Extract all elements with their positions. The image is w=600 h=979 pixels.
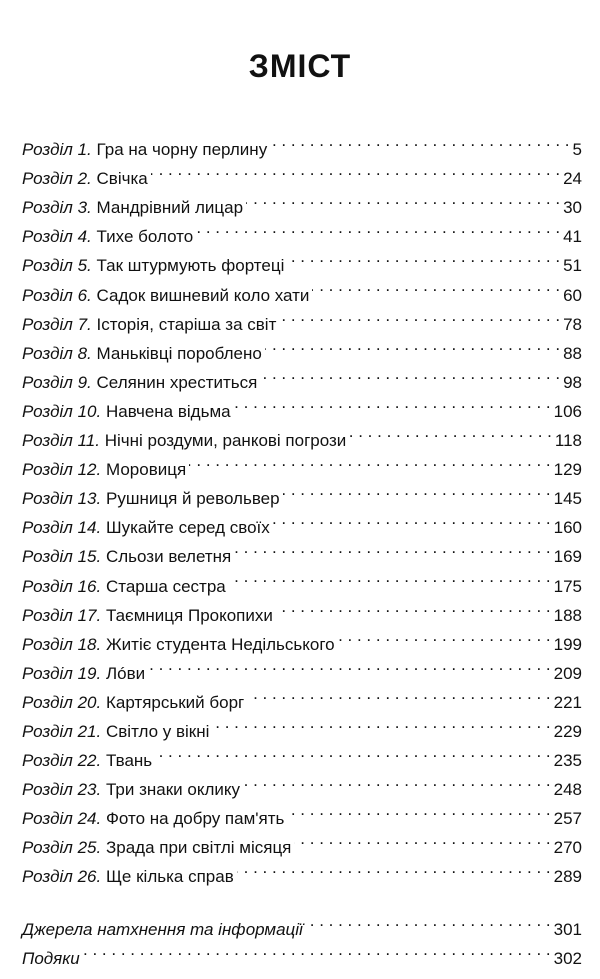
chapter-prefix: Розділ 3. bbox=[22, 198, 92, 218]
page-number: 129 bbox=[553, 460, 582, 480]
dot-leader bbox=[338, 621, 551, 650]
chapter-title: Маньківці пороблено bbox=[96, 343, 262, 363]
page-number: 106 bbox=[553, 401, 582, 421]
entry-label bbox=[22, 339, 262, 368]
dot-leader bbox=[287, 795, 550, 824]
chapter-prefix: Розділ 16. bbox=[22, 576, 102, 596]
dot-leader bbox=[234, 533, 550, 562]
chapter-prefix: Розділ 20. bbox=[22, 692, 102, 712]
chapter-title: Історія, старіша за світ bbox=[96, 314, 277, 334]
dot-leader bbox=[287, 242, 560, 271]
chapter-title: Шукайте серед своїх bbox=[105, 518, 270, 538]
dot-leader bbox=[148, 650, 551, 679]
page-number: 229 bbox=[553, 721, 582, 741]
chapter-prefix: Розділ 4. bbox=[22, 227, 92, 247]
dot-leader bbox=[306, 906, 551, 935]
chapter-prefix: Розділ 14. bbox=[22, 518, 102, 538]
page-number: 41 bbox=[563, 227, 582, 247]
chapter-prefix: Розділ 10. bbox=[22, 401, 102, 421]
entry-label bbox=[22, 310, 276, 339]
chapter-title: Рушниця й револьвер bbox=[105, 489, 280, 509]
chapter-prefix: Розділ 26. bbox=[22, 867, 102, 887]
chapter-title: Три знаки оклику bbox=[105, 780, 241, 800]
chapter-title: Сльози велетня bbox=[105, 547, 232, 567]
dot-leader bbox=[349, 417, 552, 446]
chapter-prefix: Розділ 17. bbox=[22, 605, 102, 625]
dot-leader bbox=[283, 475, 551, 504]
dot-leader bbox=[279, 301, 560, 330]
dot-leader bbox=[247, 679, 550, 708]
chapter-title: Ще кілька справ bbox=[105, 867, 234, 887]
chapter-title: Зрада при світлі місяця bbox=[105, 838, 292, 858]
dot-leader bbox=[273, 504, 551, 533]
page-number: 188 bbox=[553, 605, 582, 625]
page-number: 5 bbox=[572, 140, 582, 160]
dot-leader bbox=[294, 824, 550, 853]
dot-leader bbox=[155, 737, 550, 766]
chapter-prefix: Розділ 25. bbox=[22, 838, 102, 858]
chapter-prefix: Розділ 19. bbox=[22, 663, 102, 683]
page-title: ЗМІСТ bbox=[248, 48, 352, 84]
entry-label bbox=[22, 513, 270, 542]
page-number: 301 bbox=[553, 920, 582, 940]
entry-label bbox=[22, 746, 152, 775]
dot-leader bbox=[151, 155, 560, 184]
dot-leader bbox=[212, 708, 550, 737]
chapter-title: Старша сестра bbox=[105, 576, 226, 596]
dot-leader bbox=[265, 330, 560, 359]
chapter-prefix: Розділ 6. bbox=[22, 285, 92, 305]
chapter-prefix: Розділ 5. bbox=[22, 256, 92, 276]
chapter-prefix: Розділ 21. bbox=[22, 721, 102, 741]
dot-leader bbox=[229, 562, 551, 591]
dot-leader bbox=[312, 271, 560, 300]
dot-leader bbox=[83, 935, 551, 964]
entry-label: Джерела натхнення та інформації bbox=[22, 920, 303, 940]
chapter-title: Мандрівний лицар bbox=[96, 198, 244, 218]
toc-entry-acknowledgements[interactable] bbox=[22, 935, 582, 969]
page-number: 302 bbox=[553, 949, 582, 969]
page-number: 30 bbox=[563, 198, 582, 218]
entry-label bbox=[22, 601, 273, 630]
page-number: 51 bbox=[563, 256, 582, 276]
chapter-prefix: Розділ 13. bbox=[22, 489, 102, 509]
dot-leader bbox=[196, 213, 560, 242]
page-number: 98 bbox=[563, 372, 582, 392]
dot-leader bbox=[243, 766, 551, 795]
entry-label bbox=[22, 862, 234, 891]
entry-label bbox=[22, 659, 145, 688]
page-number: 235 bbox=[553, 751, 582, 771]
chapter-prefix: Розділ 9. bbox=[22, 372, 92, 392]
chapter-prefix: Розділ 18. bbox=[22, 634, 102, 654]
chapter-title: Нічні роздуми, ранкові погрози bbox=[104, 431, 347, 451]
entry-label bbox=[22, 542, 231, 571]
entry-label bbox=[22, 455, 186, 484]
chapter-prefix: Розділ 22. bbox=[22, 751, 102, 771]
page-number: 248 bbox=[553, 780, 582, 800]
page-number: 257 bbox=[553, 809, 582, 829]
dot-leader bbox=[189, 446, 550, 475]
chapter-title: Селянин хреститься bbox=[96, 372, 258, 392]
chapter-title: Свічка bbox=[96, 169, 148, 189]
chapter-prefix: Розділ 8. bbox=[22, 343, 92, 363]
entry-label bbox=[22, 368, 257, 397]
entry-label bbox=[22, 484, 280, 513]
toc-entry[interactable] bbox=[22, 126, 582, 160]
chapter-prefix: Розділ 11. bbox=[22, 431, 100, 451]
chapter-title: Лóви bbox=[105, 663, 146, 683]
dot-leader bbox=[246, 184, 560, 213]
chapter-prefix: Розділ 24. bbox=[22, 809, 102, 829]
appendix-list bbox=[22, 906, 582, 969]
chapter-title: Тихе болото bbox=[96, 227, 194, 247]
entry-label bbox=[22, 251, 284, 280]
entry-label bbox=[22, 804, 284, 833]
page-number: 175 bbox=[553, 576, 582, 596]
chapter-title: Фото на добру пам'ять bbox=[105, 809, 285, 829]
chapter-title: Садок вишневий коло хати bbox=[96, 285, 310, 305]
chapter-title: Навчена відьма bbox=[105, 401, 231, 421]
page-number: 145 bbox=[553, 489, 582, 509]
chapter-prefix: Розділ 23. bbox=[22, 780, 102, 800]
chapter-title: Картярський борг bbox=[105, 692, 245, 712]
page-number: 24 bbox=[563, 169, 582, 189]
entry-label bbox=[22, 688, 244, 717]
chapter-title: Моровиця bbox=[105, 460, 187, 480]
entry-label: Подяки bbox=[22, 949, 80, 969]
dot-leader bbox=[260, 359, 560, 388]
page-number: 199 bbox=[553, 634, 582, 654]
entry-label bbox=[22, 572, 226, 601]
page-number: 78 bbox=[563, 314, 582, 334]
entry-label bbox=[22, 222, 193, 251]
page-number: 289 bbox=[553, 867, 582, 887]
entry-label bbox=[22, 775, 240, 804]
chapter-prefix: Розділ 1. bbox=[22, 140, 92, 160]
chapter-title: Таємниця Прокопихи bbox=[105, 605, 273, 625]
chapter-prefix: Розділ 7. bbox=[22, 314, 92, 334]
dot-leader bbox=[276, 592, 551, 621]
dot-leader bbox=[270, 126, 569, 155]
page-number: 169 bbox=[553, 547, 582, 567]
chapter-title: Так штурмують фортеці bbox=[96, 256, 285, 276]
page-number: 221 bbox=[553, 692, 582, 712]
page-number: 209 bbox=[553, 663, 582, 683]
page-number: 160 bbox=[553, 518, 582, 538]
chapter-prefix: Розділ 2. bbox=[22, 169, 92, 189]
dot-leader bbox=[234, 388, 551, 417]
chapter-title: Твань bbox=[105, 751, 153, 771]
chapter-title: Житіє студента Недільського bbox=[105, 634, 335, 654]
entry-label bbox=[22, 164, 148, 193]
page-number: 270 bbox=[553, 838, 582, 858]
toc-entry-sources[interactable] bbox=[22, 906, 582, 940]
chapter-prefix: Розділ 15. bbox=[22, 547, 102, 567]
page-number: 118 bbox=[554, 431, 582, 451]
chapter-title: Світло у вікні bbox=[105, 721, 210, 741]
chapter-prefix: Розділ 12. bbox=[22, 460, 102, 480]
page-number: 88 bbox=[563, 343, 582, 363]
entry-label bbox=[22, 281, 309, 310]
page-number: 60 bbox=[563, 285, 582, 305]
dot-leader bbox=[237, 853, 551, 882]
table-of-contents bbox=[22, 126, 582, 887]
chapter-title: Гра на чорну перлину bbox=[96, 140, 268, 160]
entry-label bbox=[22, 397, 231, 426]
